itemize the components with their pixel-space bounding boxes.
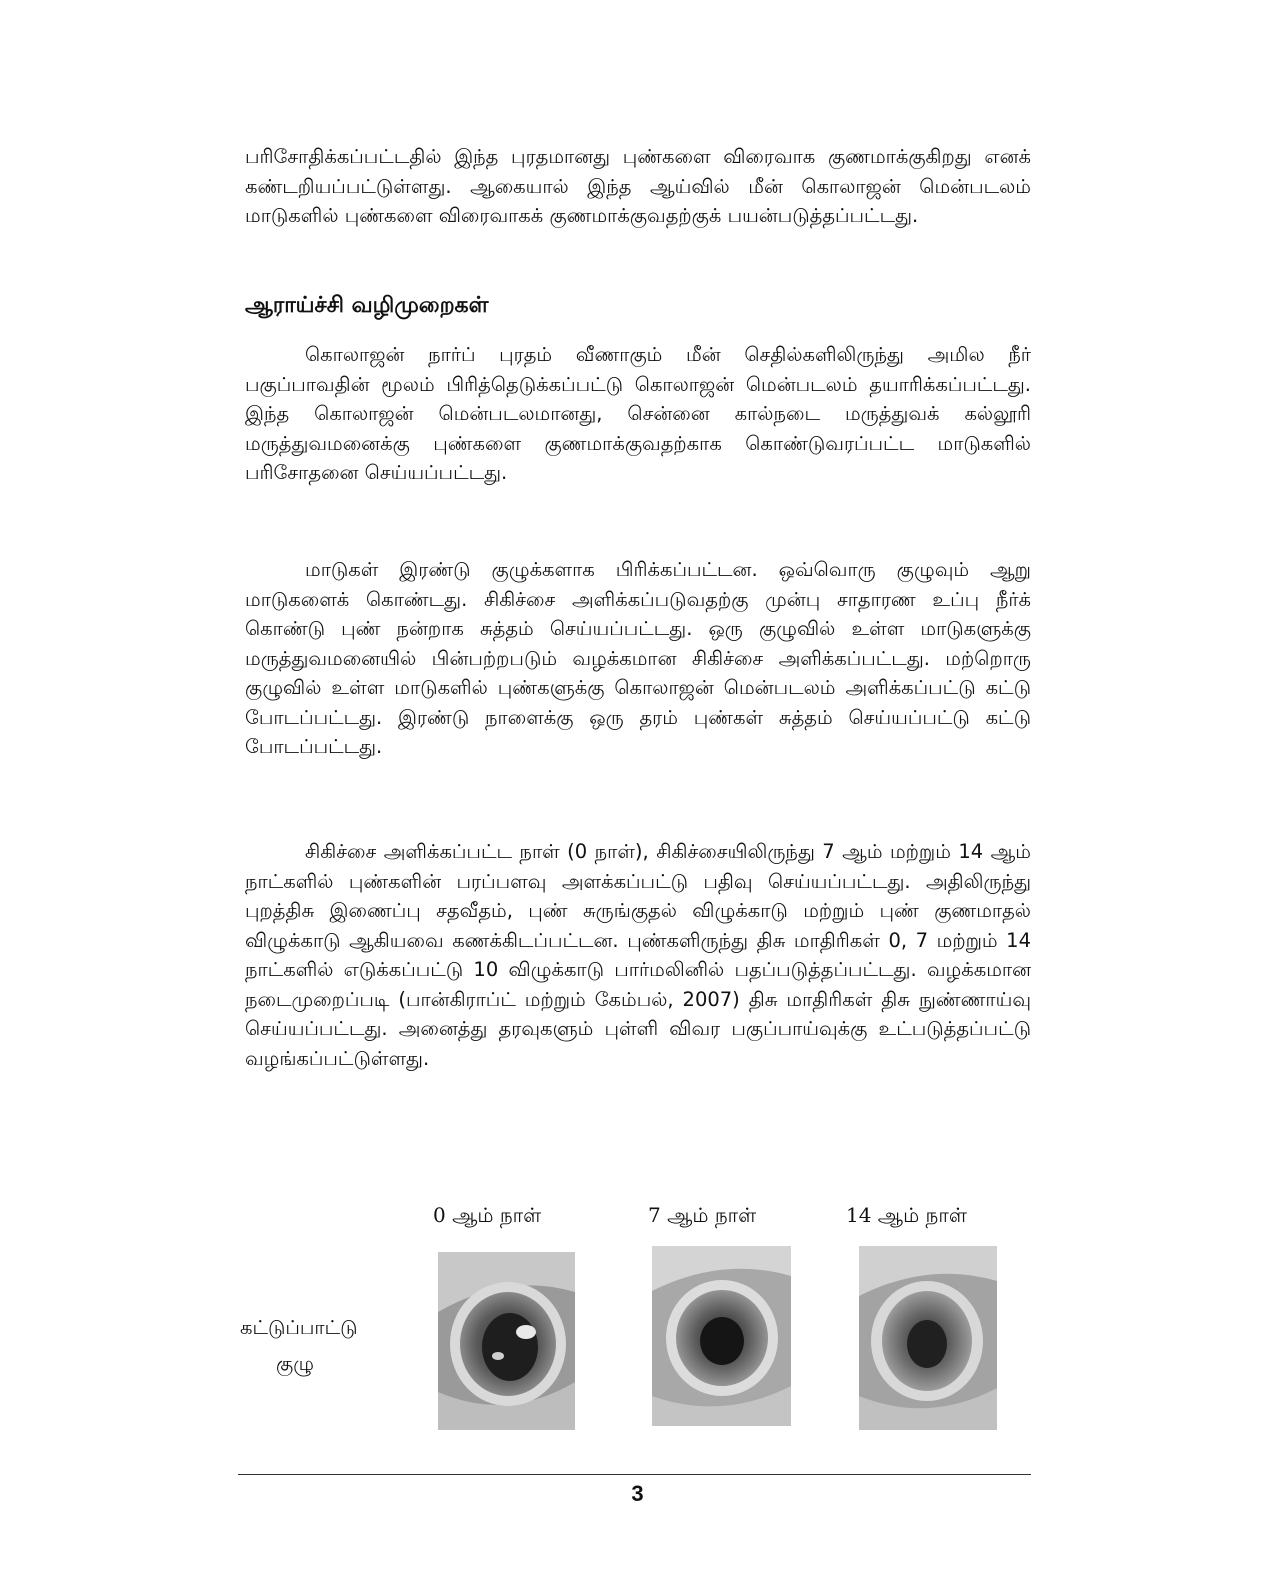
group-label-line-1: கட்டுப்பாட்டு xyxy=(240,1316,358,1339)
day-0-label: 0 ஆம் நாள் xyxy=(433,1203,542,1227)
section-heading: ஆராய்ச்சி வழிமுறைகள் xyxy=(245,293,489,318)
wound-photo-day-14 xyxy=(859,1246,997,1430)
group-label-line-2: குழு xyxy=(275,1352,315,1375)
wound-photo-day-7 xyxy=(652,1246,791,1426)
footer-divider xyxy=(238,1474,1031,1475)
day-7-label: 7 ஆம் நாள் xyxy=(648,1203,757,1227)
page-number: 3 xyxy=(631,1481,644,1506)
paragraph-methods-2: மாடுகள் இரண்டு குழுக்களாக பிரிக்கப்பட்டன. ஒவ்வொரு குழுவும் ஆறு மாடுகளைக் கொண்டது. சிகிச்சை அளிக்கப்படுவதற்கு முன்பு சாதாரண உப்பு நீர்க் கொண்டு புண் நன்றாக சுத்தம் செய்யப்பட்டது. ஒரு குழுவில் உள்ள மாடுகளுக்கு மருத்துவமனையில் பின்பற்றபடும் வழக்கமான சிகிச்சை அளிக்கப்பட்டது. மற்றொரு குழுவில் உள்ள மாடுகளில் புண்களுக்கு கொலாஜன் மென்படலம் அளிக்கப்பட்டு கட்டு போடப்பட்டது. இரண்டு நாளைக்கு ஒரு தரம் புண்கள் சுத்தம் செய்யப்பட்டு கட்டு போடப்பட்டது. xyxy=(245,558,1031,758)
group-label xyxy=(240,1310,358,1382)
paragraph-methods-3: சிகிச்சை அளிக்கப்பட்ட நாள் (0 நாள்), சிகிச்சையிலிருந்து 7 ஆம் மற்றும் 14 ஆம் நாட்களில் புண்களின் பரப்பளவு அளக்கப்பட்டு பதிவு செய்யப்பட்டது. அதிலிருந்து புறத்திசு இணைப்பு சதவீதம், புண் சுருங்குதல் விழுக்காடு மற்றும் புண் குணமாதல் விழுக்காடு ஆகியவை கணக்கிடப்பட்டன. புண்களிருந்து திசு மாதிரிகள் 0, 7 மற்றும் 14 நாட்களில் எடுக்கப்பட்டு 10 விழுக்காடு பார்மலினில் பதப்படுத்தப்பட்டது. வழக்கமான நடைமுறைப்படி (பான்கிராப்ட் மற்றும் கேம்பல், 2007) திசு மாதிரிகள் திசு நுண்ணாய்வு செய்யப்பட்டது. அனைத்து தரவுகளும் புள்ளி விவர பகுப்பாய்வுக்கு உட்படுத்தப்பட்டு வழங்கப்பட்டுள்ளது. xyxy=(245,840,1031,1070)
wound-photo-day-0 xyxy=(438,1252,575,1430)
paragraph-intro: பரிசோதிக்கப்பட்டதில் இந்த புரதமானது புண்களை விரைவாக குணமாக்குகிறது எனக் கண்டறியப்பட்டுள்ளது. ஆகையால் இந்த ஆய்வில் மீன் கொலாஜன் மென்படலம் மாடுகளில் புண்களை விரைவாகக் குணமாக்குவதற்குக் பயன்படுத்தப்பட்டது. xyxy=(245,145,1031,227)
day-14-label: 14 ஆம் நாள் xyxy=(846,1203,967,1227)
paragraph-methods-1: கொலாஜன் நார்ப் புரதம் வீணாகும் மீன் செதில்களிலிருந்து அமில நீர் பகுப்பாவதின் மூலம் பிரித்தெடுக்கப்பட்டு கொலாஜன் மென்படலம் தயாரிக்கப்பட்டது. இந்த கொலாஜன் மென்படலமானது, சென்னை கால்நடை மருத்துவக் கல்லூரி மருத்துவமனைக்கு புண்களை குணமாக்குவதற்காக கொண்டுவரப்பட்ட மாடுகளில் பரிசோதனை செய்யப்பட்டது. xyxy=(245,343,1031,484)
